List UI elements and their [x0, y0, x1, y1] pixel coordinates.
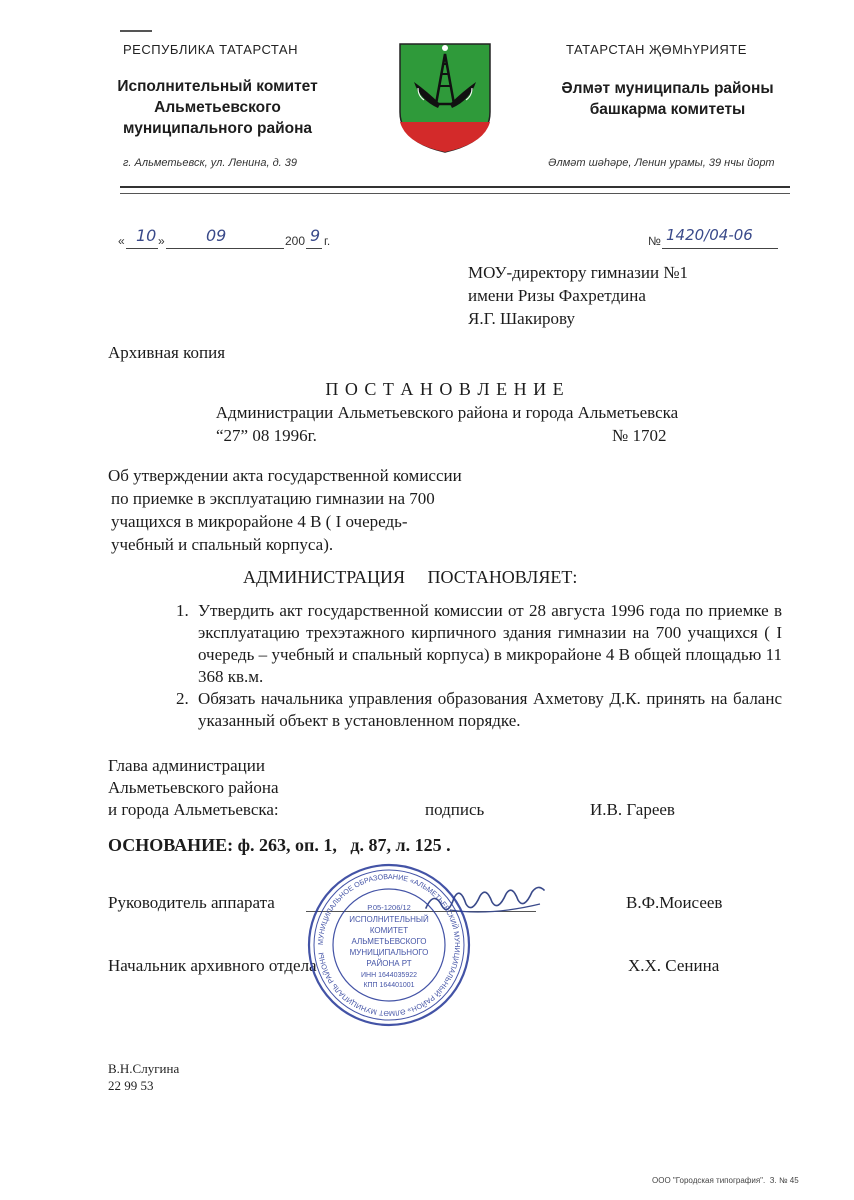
header-left-org-line1: Исполнительный комитет [117, 78, 318, 95]
subject-block [108, 464, 462, 556]
recipient-line2: имени Ризы Фахретдина [468, 286, 646, 305]
stamp-outer-ring-text: МУНИЦИПАЛЬНОЕ ОБРАЗОВАНИЕ «АЛЬМЕТЬЕВСКИЙ МУНИЦИПАЛЬНЫЙ РАЙОН» ӘЛМӘТ МУНИЦИПАЛЬ РАЙОНЫ [315, 871, 463, 1019]
number-value: 1420/04-06 [666, 226, 753, 244]
stamp-line4: АЛЬМЕТЬЕВСКОГО [351, 937, 427, 946]
date-day: 10 [136, 226, 157, 245]
date-line [118, 226, 348, 250]
signature-line1: Глава администрации [108, 756, 265, 775]
date-month: 09 [206, 226, 227, 245]
decree-items [176, 600, 782, 732]
date-year-prefix: 200 [285, 234, 306, 248]
executor-name: В.Н.Слугина [108, 1061, 180, 1076]
decree-item-number: 2. [176, 689, 189, 708]
decree-issuer: Администрации Альметьевского района и города Альметьевска [215, 403, 679, 422]
official-stamp [306, 862, 472, 1028]
date-open-quote: « [118, 234, 125, 248]
decree-number: № 1702 [612, 426, 667, 445]
subject-line2: по приемке в эксплуатацию гимназии на 700 [111, 489, 435, 508]
recipient-line1: МОУ-директору гимназии №1 [468, 263, 689, 282]
subject-line3: учащихся в микрорайоне 4 В ( I очередь- [111, 512, 408, 531]
subject-line4: учебный и спальный корпуса). [111, 535, 334, 554]
archive-copy-label: Архивная копия [108, 343, 226, 362]
signature-word: подпись [425, 800, 485, 819]
recipient-block [468, 261, 688, 330]
decree-item-number: 1. [176, 601, 189, 620]
stamp-line5: МУНИЦИПАЛЬНОГО [349, 948, 429, 957]
executor-phone: 22 99 53 [108, 1078, 154, 1093]
recipient-line3: Я.Г. Шакирову [468, 309, 575, 328]
signature-line2: Альметьевского района [108, 778, 279, 797]
stamp-line7: ИНН 1644035922 [360, 972, 418, 979]
header-left-org [110, 76, 325, 139]
header-right-org [560, 78, 775, 120]
date-month-underline [166, 248, 284, 249]
signature-block [108, 755, 279, 821]
header-right-address: Әлмәт шәһәре, Ленин урамы, 39 нчы йорт [548, 157, 775, 169]
date-day-underline [126, 248, 158, 249]
decree-item [176, 600, 782, 688]
printer-note: ООО "Городская типография". З. № 45 [652, 1176, 799, 1185]
header-rule-thin [120, 193, 790, 194]
header-left-republic: РЕСПУБЛИКА ТАТАРСТАН [123, 42, 298, 57]
outgoing-number [648, 226, 783, 250]
archive-head-name: Х.Х. Сенина [628, 956, 720, 975]
stamp-line3: КОМИТЕТ [369, 926, 409, 935]
header-left-address: г. Альметьевск, ул. Ленина, д. 39 [123, 157, 298, 169]
number-underline [662, 248, 778, 249]
decree-item [176, 688, 782, 732]
date-year-digit: 9 [310, 226, 321, 245]
decree-date: “27” 08 1996г. [216, 426, 317, 445]
coat-of-arms-icon [398, 42, 492, 154]
signatory-name: И.В. Гареев [590, 800, 675, 819]
executor-block [108, 1060, 179, 1094]
date-year-underline [306, 248, 322, 249]
date-close-quote: » [158, 234, 165, 248]
apparatus-name: В.Ф.Моисеев [626, 893, 723, 912]
resolves-heading: АДМИНИСТРАЦИЯ ПОСТАНОВЛЯЕТ: [243, 567, 578, 587]
subject-line1: Об утверждении акта государственной комиссии [108, 466, 462, 485]
decree-item-text: Обязать начальника управления образования Ахметову Д.К. принять на баланс указанный объект в установленном порядке. [198, 689, 782, 730]
basis-line: ОСНОВАНИЕ: ф. 263, оп. 1, д. 87, л. 125 . [108, 835, 451, 855]
decree-item-text: Утвердить акт государственной комиссии от 28 августа 1996 года по приемке в эксплуатацию трехэтажного кирпичного здания гимназии на 700 учащихся ( I очередь – учебный и спальный корпуса) в микрорайоне 4 В общей площадью 11 368 кв.м. [198, 601, 782, 686]
date-year-suffix: г. [324, 234, 331, 248]
signature-line3: и города Альметьевска: [108, 800, 279, 819]
header-right-org-line1: Әлмәт муниципаль районы [561, 80, 774, 97]
archive-head-label: Начальник архивного отдела [108, 956, 317, 975]
header-left-org-line3: муниципального района [122, 120, 313, 137]
stamp-line8: КПП 164401001 [363, 982, 415, 989]
apparatus-label: Руководитель аппарата [108, 893, 275, 912]
stamp-line2: ИСПОЛНИТЕЛЬНЫЙ [349, 915, 429, 924]
number-prefix: № [648, 234, 661, 248]
header-right-org-line2: башкарма комитеты [589, 101, 746, 118]
stamp-line1: Р.05-1206/12 [367, 903, 411, 912]
header-left-org-line2: Альметьевского [154, 99, 281, 116]
corner-mark [120, 30, 152, 32]
header-rule-thick [120, 186, 790, 188]
header-right-republic: ТАТАРСТАН ҖӨМҺҮРИЯТЕ [566, 42, 747, 57]
stamp-line6: РАЙОНА РТ [366, 959, 412, 968]
decree-title: П О С Т А Н О В Л Е Н И Е [325, 379, 565, 399]
